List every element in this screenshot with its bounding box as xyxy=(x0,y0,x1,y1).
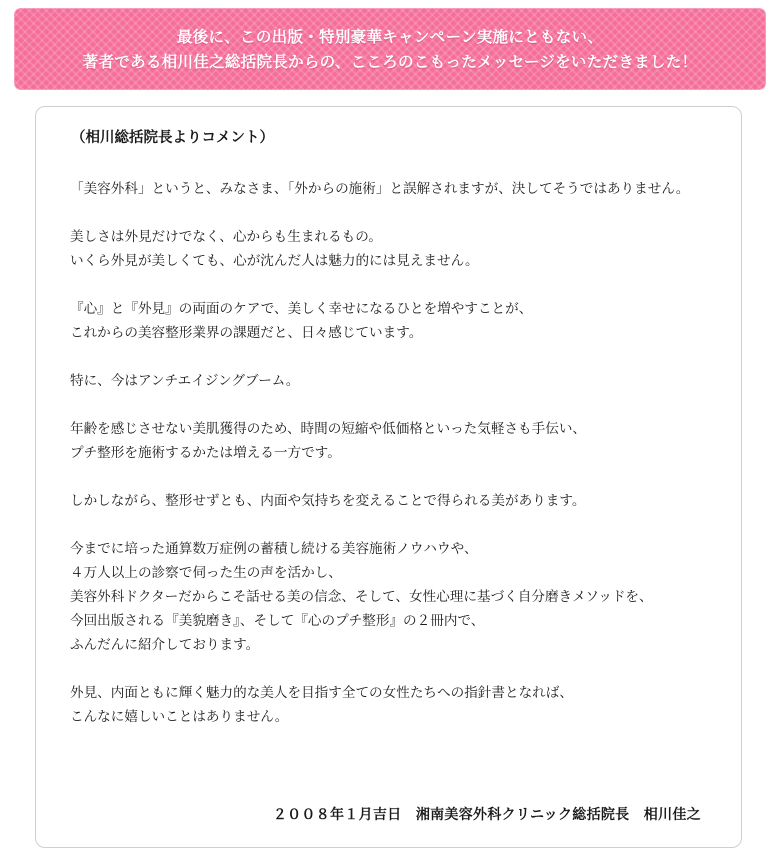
paragraph-6 xyxy=(70,489,730,513)
paragraph-line: ふんだんに紹介しております。 xyxy=(70,637,260,653)
banner-line-2: 著者である相川佳之総括院長からの、こころのこもったメッセージをいただきました！ xyxy=(82,52,698,71)
paragraph-line: 外見、内面ともに輝く魅力的な美人を目指す全ての女性たちへの指針書となれば、 xyxy=(70,685,573,701)
paragraph-line: いくら外見が美しくても、心が沈んだ人は魅力的には見えません。 xyxy=(70,253,479,269)
paragraph-2 xyxy=(70,225,730,273)
paragraph-7 xyxy=(70,537,730,657)
signature: ２００８年１月吉日 湘南美容外科クリニック総括院長 相川佳之 xyxy=(272,807,701,823)
paragraph-line: 美しさは外見だけでなく、心からも生まれるもの。 xyxy=(70,229,382,245)
comment-body xyxy=(70,177,730,753)
comment-heading: （相川総括院長よりコメント） xyxy=(71,129,274,146)
paragraph-3 xyxy=(70,297,730,345)
paragraph-line: 「美容外科」というと、みなさま、「外からの施術」と誤解されますが、決してそうではありません。 xyxy=(70,181,690,197)
paragraph-line: 今までに培った通算数万症例の蓄積し続ける美容施術ノウハウや、 xyxy=(70,541,478,557)
paragraph-8 xyxy=(70,681,730,729)
campaign-banner xyxy=(14,8,766,90)
paragraph-line: しかしながら、整形せずとも、内面や気持ちを変えることで得られる美があります。 xyxy=(70,493,586,509)
comment-card xyxy=(35,106,742,848)
paragraph-line: プチ整形を施術するかたは増える一方です。 xyxy=(70,445,341,461)
paragraph-line: 特に、今はアンチエイジングブーム。 xyxy=(70,373,300,389)
paragraph-line: ４万人以上の診察で伺った生の声を活かし、 xyxy=(70,565,342,581)
paragraph-line: 『心』と『外見』の両面のケアで、美しく幸せになるひとを増やすことが、 xyxy=(70,301,533,317)
paragraph-5 xyxy=(70,417,730,465)
paragraph-line: これからの美容整形業界の課題だと、日々感じています。 xyxy=(70,325,423,341)
paragraph-line: 美容外科ドクターだからこそ話せる美の信念、そして、女性心理に基づく自分磨きメソッドを、 xyxy=(70,589,653,605)
paragraph-1 xyxy=(70,177,730,201)
banner-line-1: 最後に、この出版・特別豪華キャンペーン実施にともない、 xyxy=(176,27,604,46)
paragraph-line: こんなに嬉しいことはありません。 xyxy=(70,709,289,725)
paragraph-line: 年齢を感じさせない美肌獲得のため、時間の短縮や低価格といった気軽さも手伝い、 xyxy=(70,421,587,437)
paragraph-4 xyxy=(70,369,730,393)
paragraph-line: 今回出版される『美貌磨き』、そして『心のプチ整形』の２冊内で、 xyxy=(70,613,485,629)
